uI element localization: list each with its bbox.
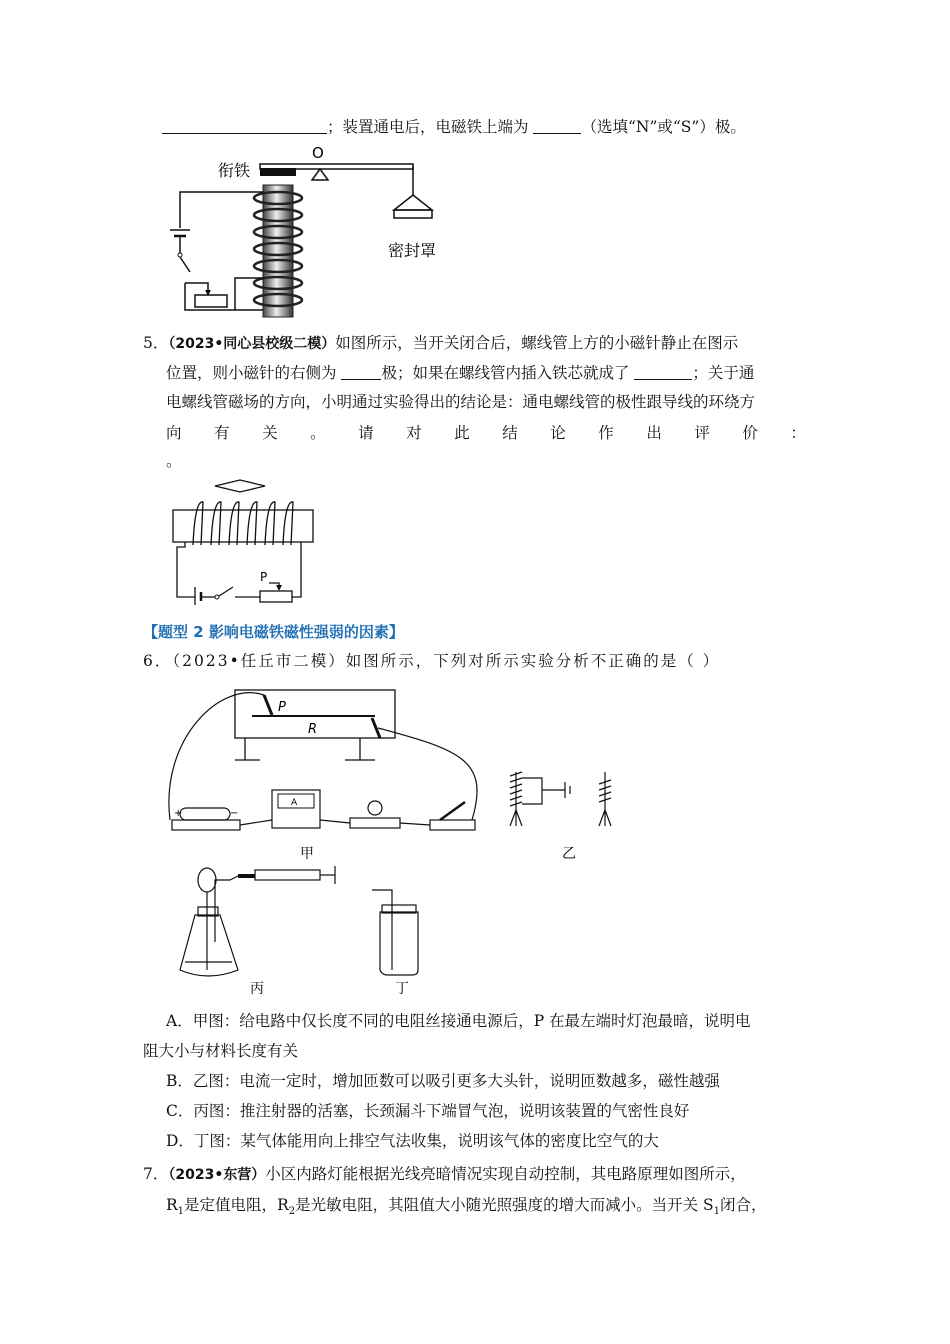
answer-blank[interactable] (341, 365, 381, 380)
option-b[interactable]: B．乙图：电流一定时，增加匝数可以吸引更多大头针，说明匝数越多，磁性越强 (166, 1072, 720, 1090)
experiment-figures (160, 680, 640, 1000)
figure-jia-label: 甲 (300, 846, 314, 862)
cover-label: 密封罩 (388, 241, 437, 260)
answer-blank[interactable] (634, 365, 692, 380)
slider-p-label: P (278, 700, 286, 715)
q4-fill-line: ；装置通电后，电磁铁上端为 （选填“N”或“S”）极。 (162, 117, 746, 137)
option-a[interactable]: A．甲图：给电路中仅长度不同的电阻丝接通电源后，P 在最左端时灯泡最暗，说明电 (166, 1012, 751, 1030)
option-d[interactable]: D．丁图：某气体能用向上排空气法收集，说明该气体的密度比空气的大 (166, 1132, 659, 1150)
slider-label: P (260, 570, 268, 584)
figure-ding-label: 丁 (395, 981, 409, 997)
q7-line2: $R_1$是定值电阻，$R_2$是光敏电阻，其阻值大小随光照强度的增大而减小。当开关 $S_1$闭合， (166, 1196, 767, 1218)
bulb (368, 801, 382, 815)
answer-blank[interactable] (533, 119, 581, 134)
q5-line3: 电螺线管磁场的方向，小明通过实验得出的结论是：通电螺线管的极性跟导线的环绕方 (166, 393, 756, 411)
electromagnet-figure (160, 140, 460, 320)
plus-label: + (174, 808, 183, 819)
figure-yi-label: 乙 (562, 846, 576, 862)
resistor-r-label: R (308, 722, 318, 737)
ammeter (272, 790, 320, 828)
q5-line1: 5．（2023•同心县校级二模）如图所示，当开关闭合后，螺线管上方的小磁针静止在图示 (143, 334, 739, 352)
q5-line5: 。 (166, 452, 182, 470)
knife-switch (440, 802, 465, 820)
ammeter-label: A (291, 798, 298, 808)
q5-line4: 向 有 关 。 请 对 此 结 论 作 出 评 价 ： (166, 424, 806, 442)
q7-line1: 7．（2023•东营）小区内路灯能根据光线亮暗情况实现自动控制，其电路原理如图所示， (143, 1165, 746, 1183)
armature-label: 衔铁 (218, 161, 251, 180)
q5-line2: 位置，则小磁针的右侧为 极；如果在螺线管内插入铁芯就成了 ；关于通 (166, 364, 755, 382)
q6-stem: 6．（2023•任丘市二模）如图所示，下列对所示实验分析不正确的是（ ） (143, 652, 721, 670)
pivot-label: O (312, 144, 324, 162)
compass-needle (215, 480, 265, 492)
figure-bing-label: 丙 (250, 981, 264, 997)
option-c[interactable]: C．丙图：推注射器的活塞，长颈漏斗下端冒气泡，说明该装置的气密性良好 (166, 1102, 690, 1120)
minus-label: − (230, 808, 239, 819)
option-a-cont: 阻大小与材料长度有关 (143, 1042, 299, 1060)
solenoid-figure (165, 475, 325, 610)
section-heading: 【题型 2 影响电磁铁磁性强弱的因素】 (143, 623, 404, 641)
answer-blank[interactable] (162, 119, 327, 134)
